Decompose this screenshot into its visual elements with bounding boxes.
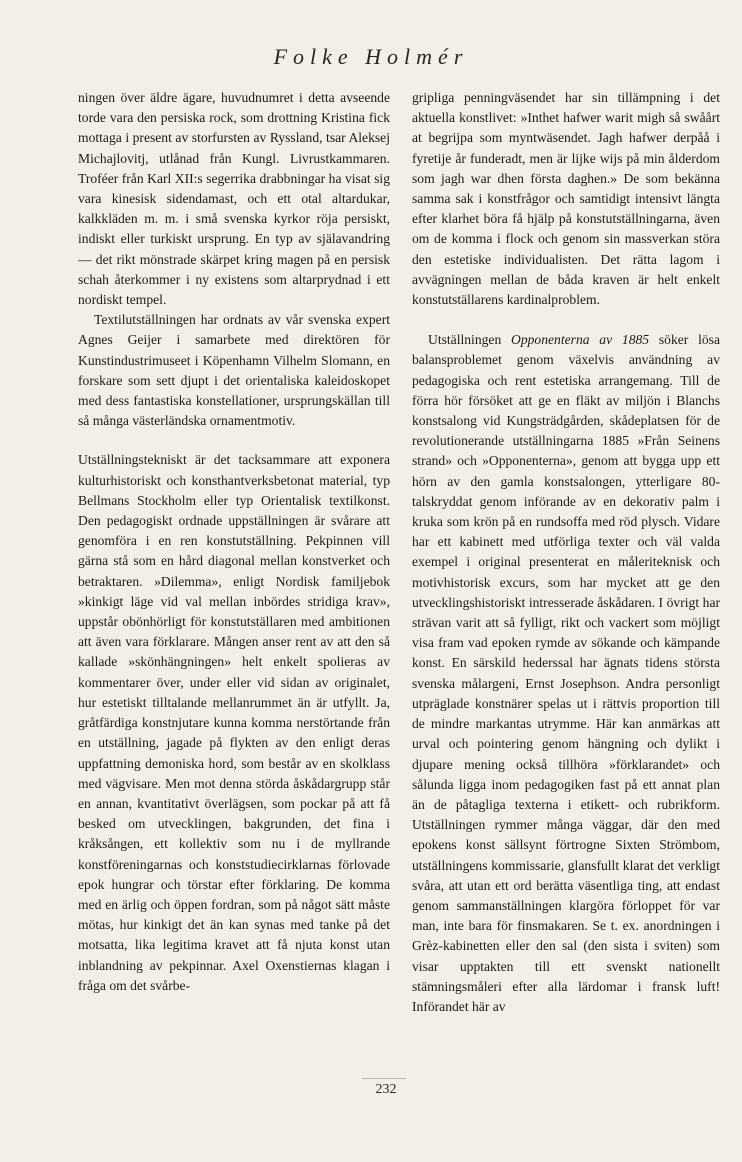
paragraph: Utställningstekniskt är det tacksammare att exponera kulturhistoriskt och konsthantverksbetonat material, typ Bellmans Stockholm eller typ Orientalisk textilkonst. Den pedagogiskt ordnade uppställningen är svårare att genomföra i en ren konstutställning. Pekpinnen vill gärna stå som en hård diagonal mellan konstverket och betraktaren. »Dilemma», enligt Nordisk familjebok »kinkigt läge vid val mellan inbördes stridiga krav», uppstår obönhörligt för konstutställaren med ambitionen att även vara förklarare. Mången anser rent av att den så kallade »skönhängningen» helt enkelt spolieras av kommentarer över, under eller vid sidan av originalet, hur estetiskt tilltalande mellanrummet än är utfyllt. Ja, gråtfärdiga konstnjutare kunna komma nerstörtande från en utställning, jagade på flykten av den enligt deras uppfattning demoniska hord, som består av en skolklass med vägvisare. Men mot denna störda åskådargrupp står en annan, kvantitativt överlägsen, som pockar på att få besked om utvecklingen, bakgrunden, det fina i kråksången, ett kollektiv som nu i de myllrande konstföreningarnas och konststudiecirklarnas förlovade epok hungrar och törstar efter förklaring. De komma med en ärlig och öppen fordran, som på något sätt måste mötas, hur kinkigt det än kan synas med tanke på det motsatta, lika legitima kravet att få njuta konst utan inblandning av pekpinnar. Axel Oxenstiernas klagan i fråga om det svårbe- [78,452,390,993]
paragraph-text: söker lösa balansproblemet genom växelvis användning av pedagogiska och rent estetiska arrangemang. Till de förra hör försöket att ge en fläkt av miljön i Blanchs konstsalong vid Kungsträdgården, skådeplatsen för de revolutionerande utställningarna 1885 »Från Seinens strand» och »Opponenterna», genom att bygga upp ett hörn av den gamla konstsalongen, ytterligare 80-talskryddat genom införande av en dekorativ palm i kruka som krön på en rundsoffa med röd plysch. Vidare har ett kabinett med utförliga texter och väl valda exempel i original presenterat en måleriteknisk och motivhistorisk excurs, som har mycket att ge den utvecklingshistoriskt intresserade åskådaren. I övrigt har strävan varit att så fylligt, rikt och vackert som möjligt visa fram vad epoken rymde av sökande och kämpande konst. En särskild hederssal har ägnats tidens största svenska målargeni, Ernst Josephson. Andra personligt utpräglade konstnärer spelas ut i rättvis proportion till de mindre markantas utrymme. Här kan anmärkas att urval och pointering genom hängning och dylikt i djupare mening också tillhöra »förklarandet» och sålunda ligga inom pedagogiken fast på ett annat plan än de påtagliga texterna i etikett- och rubrikform. Utställningen rymmer många väggar, där den med epokens konst sällsynt förtrogne Sixten Strömbom, utställningens kommissarie, glansfullt klarat det verkligt svåra, att utan ett ord berätta väsentliga ting, att endast genom sammanställningen klargöra förloppet för var man, inte bara för finsmakaren. Se t. ex. anordningen i Grèz-kabinetten eller den sal (den sista i sviten) som visar upptakten till ett svenskt nationellt stämningsmåleri efter alla lärdomar i fransk luft! Införandet här av [412,332,720,1014]
right-column [412,88,720,1017]
paragraph-text: Utställningen [428,332,512,348]
folio-rule [362,1078,406,1079]
paragraph: Textilutställningen har ordnats av vår svenska expert Agnes Geijer i samarbete med direktören för Kunstindustrimuseet i Köpenhamn Vilhelm Slomann, en forskare som sett djupt i det orientaliska kaleidoskopet med dess fantastiska konstellationer, ursprungskällan till så många västerländska ornamentmotiv. [78,312,390,429]
exhibition-title: Opponenterna av 1885 [511,332,650,348]
paragraph: ningen över äldre ägare, huvudnumret i detta avseende torde vara den persiska rock, som drottning Kristina fick mottaga i present av storfursten av Ryssland, tsar Aleksej Michajlovitj, utlånad från Kungl. Livrustkammaren. Troféer från Karl XII:s segerrika drabbningar ha visat sig vara kinesisk sidendamast, och ett otal altardukar, kalkkläden m. m. i små svenska kyrkor röja persiskt, indiskt eller turkiskt ursprung. En typ av själavandring — det rikt mönstrade skärpet kring magen på en persisk schah återkommer i ny existens som altarprydnad i ett nordiskt tempel. [78,90,390,308]
paragraph [412,330,720,1017]
page-number: 232 [375,1082,397,1097]
left-column [78,88,390,996]
running-title: Folke Holmér [273,44,469,69]
paragraph: gripliga penningväsendet har sin tillämpning i det aktuella konstlivet: »Inthet hafwer warit migh så swåårt at begrijpa som myntwäsendet. Jagh hafwer derpåå i fyretije år funderadt, men är lijke wijs på min ålderdom som jagh war dhen första daghen.» De som bekänna samma sak i konstfrågor och samtidigt intensivt längta efter klarhet böra få hjälp på konstutställningarna, även om de komma i flock och genom sin massverkan störa den estetiske individualisten. Det rätta lagom i avvägningen mellan de båda kraven är helt enkelt konstutställarens kardinalproblem. [412,90,720,308]
